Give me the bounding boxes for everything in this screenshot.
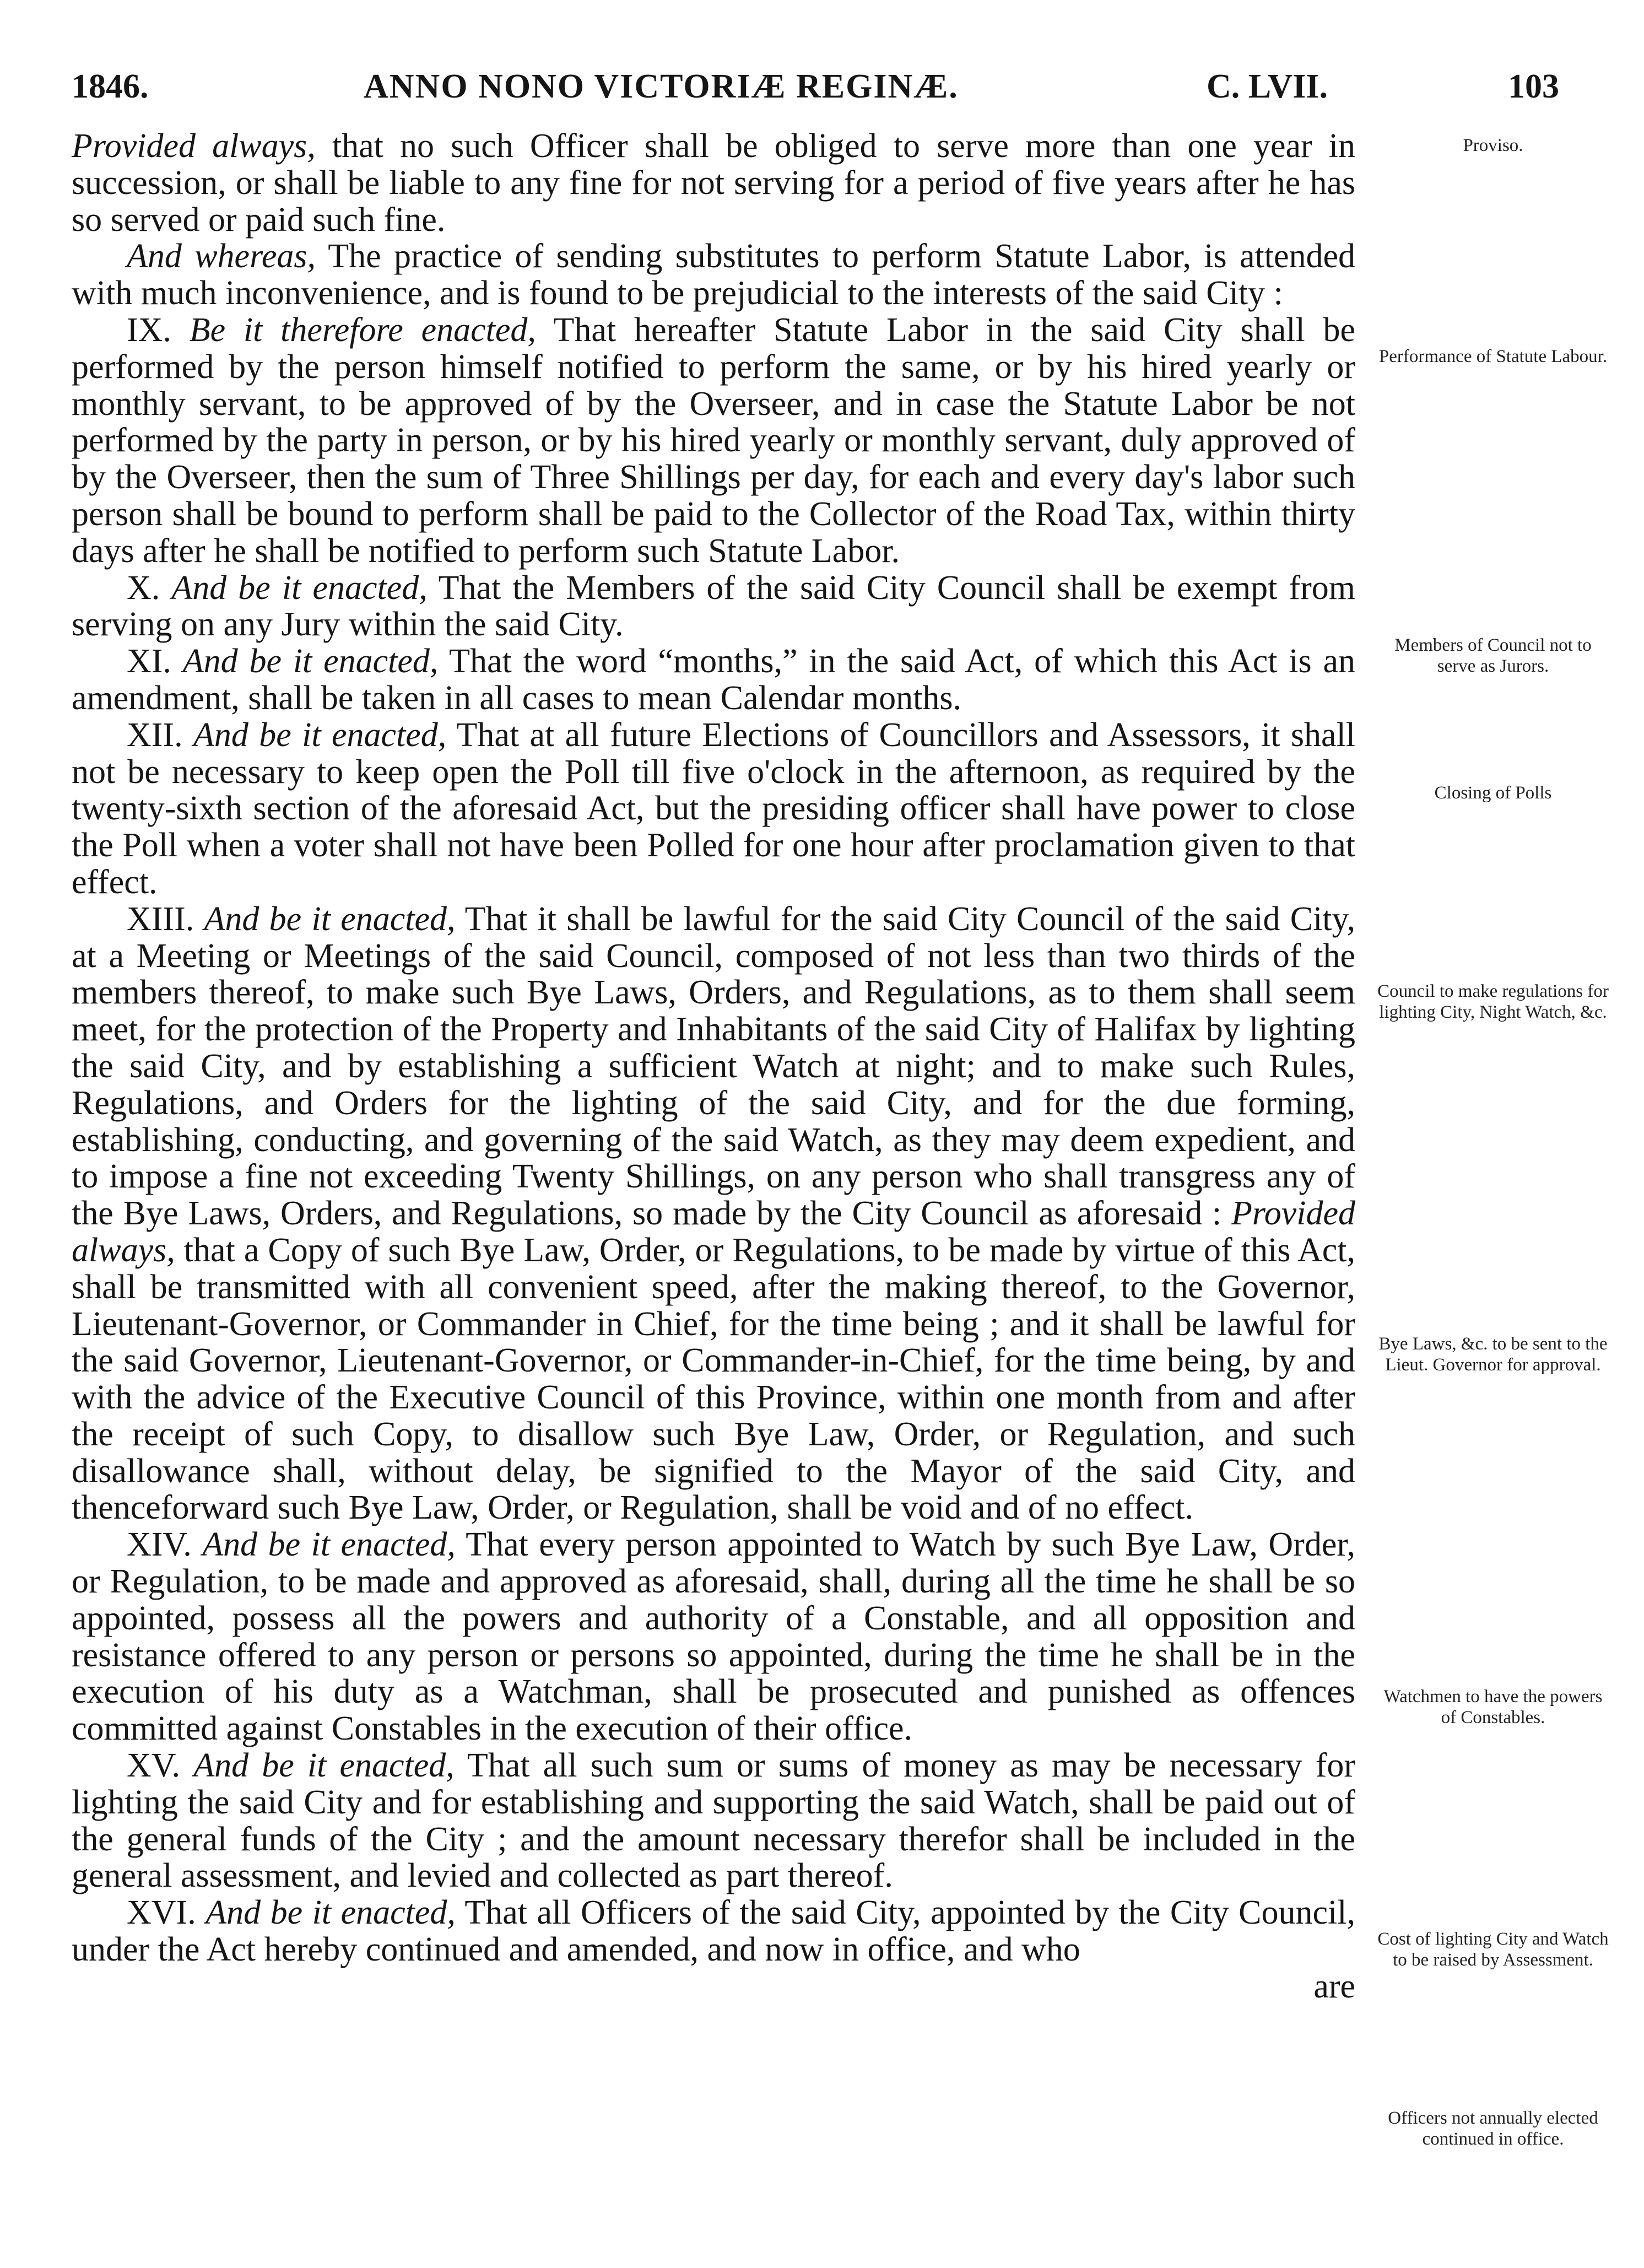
section-ix [72,312,1355,570]
section-text: That at all future Elections of Councillors and Assessors, it shall not be necessary to keep open the Poll till five o'clock in the afternoon, as required by the twenty-sixth section of the aforesaid Act, but the presiding officer shall have power to close the Poll when a voter shall not have been Polled for one hour after proclamation given to that effect. [72,716,1356,901]
section-text: That all such sum or sums of money as may be necessary for lighting the said City and for establishing and supporting the said Watch, shall be paid out of the general funds of the City ; and the amount necessary therefor shall be included in the general assessment, and levied and collected as part thereof. [72,1747,1355,1895]
italic-lead: And whereas, [127,237,316,276]
margin-note-cost-lighting: Cost of lighting City and Watch to be raised by Assessment. [1377,1929,1609,1970]
italic-lead: And be it enacted, [193,716,447,754]
italic-lead: Provided always, [72,127,316,165]
section-xi [72,643,1355,717]
statute-body [72,128,1355,2005]
catchword: are [1313,1967,1355,2005]
running-head [72,62,1559,111]
margin-note-watchmen: Watchmen to have the powers of Constables. [1383,1687,1603,1727]
section-text: That hereafter Statute Labor in the said City shall be performed by the person himself notified to perform the same, or by his hired yearly or monthly servant, to be approved of by the Overseer, and in case the Statute Labor be not performed by the party in person, or by his hired yearly or monthly servant, duly approved of by the Overseer, then the sum of Three Shillings per day, for each and every day's labor such person shall be bound to perform shall be paid to the Collector of the Road Tax, within thirty days after he shall be notified to perform such Statute Labor. [72,311,1355,570]
italic-lead: And be it enacted, [171,569,428,607]
italic-lead: And be it enacted, [206,1894,456,1932]
margin-note-polls: Closing of Polls [1434,783,1552,803]
section-xiii [72,901,1355,1527]
section-x [72,570,1355,644]
paragraph-text: that no such Officer shall be obliged to serve more than one year in succession, or shall be liable to any fine for not serving for a period of five years after he has so served or paid such fine. [72,127,1355,239]
section-text: That every person appointed to Watch by such Bye Law, Order, or Regulation, to be made and approved as aforesaid, shall, during all the time he shall be so appointed, possess all the powers and authority of a Constable, and all opposition and resistance offered to any person or persons so appointed, during the time he shall be in the execution of his duty as a Watchman, shall be prosecuted and punished as offences committed against Constables in the execution of their office. [72,1526,1356,1748]
section-number: XVI. [127,1894,196,1932]
section-xiv [72,1526,1355,1747]
section-number: X. [127,569,160,607]
italic-lead: And be it enacted, [182,642,439,681]
header-year: 1846. [72,68,149,105]
section-xvi [72,1894,1355,1968]
section-text: That the word “months,” in the said Act, of which this Act is an amendment, shall be taken in all cases to mean Calendar months. [72,642,1356,717]
section-xv [72,1747,1355,1894]
page-number: 103 [1508,68,1559,105]
section-text: That the Members of the said City Council shall be exempt from serving on any Jury within the said City. [72,569,1356,644]
paragraph-text: The practice of sending substitutes to perform Statute Labor, is attended with much inconvenience, and is found to be prejudicial to the interests of the said City : [72,237,1355,312]
margin-note-proviso: Proviso. [1463,136,1523,155]
margin-note-officers: Officers not annually elected continued in office. [1388,2108,1598,2149]
header-chapter: C. LVII. [1207,68,1328,105]
section-number: XIII. [127,900,194,938]
section-text: That it shall be lawful for the said City Council of the said City, at a Meeting or Meetings of the said Council, composed of not less than two thirds of the members thereof, to make such Bye Laws, Orders, and Regulations, as to them shall seem meet, for the protection of the Property and Inhabitants of the said City of Halifax by lighting the said City, and by establishing a sufficient Watch at night; and to make such Rules, Regulations, and Orders for the lighting of the said City, and for the due forming, establishing, conducting, and governing of the said Watch, as they may deem expedient, and to impose a fine not exceeding Twenty Shillings, on any person who shall transgress any of the Bye Laws, Orders, and Regulations, so made by the City Council as aforesaid : [72,900,1356,1233]
section-number: XIV. [127,1526,192,1564]
italic-proviso: Provided always, [72,1195,1355,1269]
margin-note-lighting-regulations: Council to make regulations for lighting City, Night Watch, &c. [1377,981,1609,1022]
paragraph-whereas [72,238,1355,312]
section-number: IX. [127,311,171,349]
section-number: XII. [127,716,183,754]
margin-note-statute-labour: Performance of Statute Labour. [1378,347,1608,366]
section-text-continued: that a Copy of such Bye Law, Order, or Regulations, to be made by virtue of this Act, shall be transmitted with all convenient speed, after the making thereof, to the Governor, Lieutenant-Governor, or Commander in Chief, for the time being ; and it shall be lawful for the said Governor, Lieutenant-Governor, or Commander-in-Chief, for the time being, by and with the advice of the Executive Council of this Province, within one month from and after the receipt of such Copy, to disallow such Bye Law, Order, or Regulation, and such disallowance shall, without delay, be signified to the Mayor of the said City, and thenceforward such Bye Law, Order, or Regulation, shall be void and of no effect. [72,1231,1355,1527]
italic-lead: Be it therefore enacted, [189,311,536,349]
margin-note-bye-laws: Bye Laws, &c. to be sent to the Lieut. Governor for approval. [1378,1334,1608,1375]
section-xii [72,717,1355,901]
section-number: XV. [127,1747,181,1785]
header-title: ANNO NONO VICTORIÆ REGINÆ. [364,68,959,105]
italic-lead: And be it enacted, [202,1526,456,1564]
paragraph-proviso [72,128,1355,238]
italic-lead: And be it enacted, [193,1747,455,1785]
italic-lead: And be it enacted, [204,900,456,938]
section-number: XI. [127,642,171,681]
section-text: That all Officers of the said City, appointed by the City Council, under the Act hereby continued and amended, and now in office, and who [72,1894,1356,1969]
margin-note-jurors: Members of Council not to serve as Jurors. [1394,635,1592,676]
